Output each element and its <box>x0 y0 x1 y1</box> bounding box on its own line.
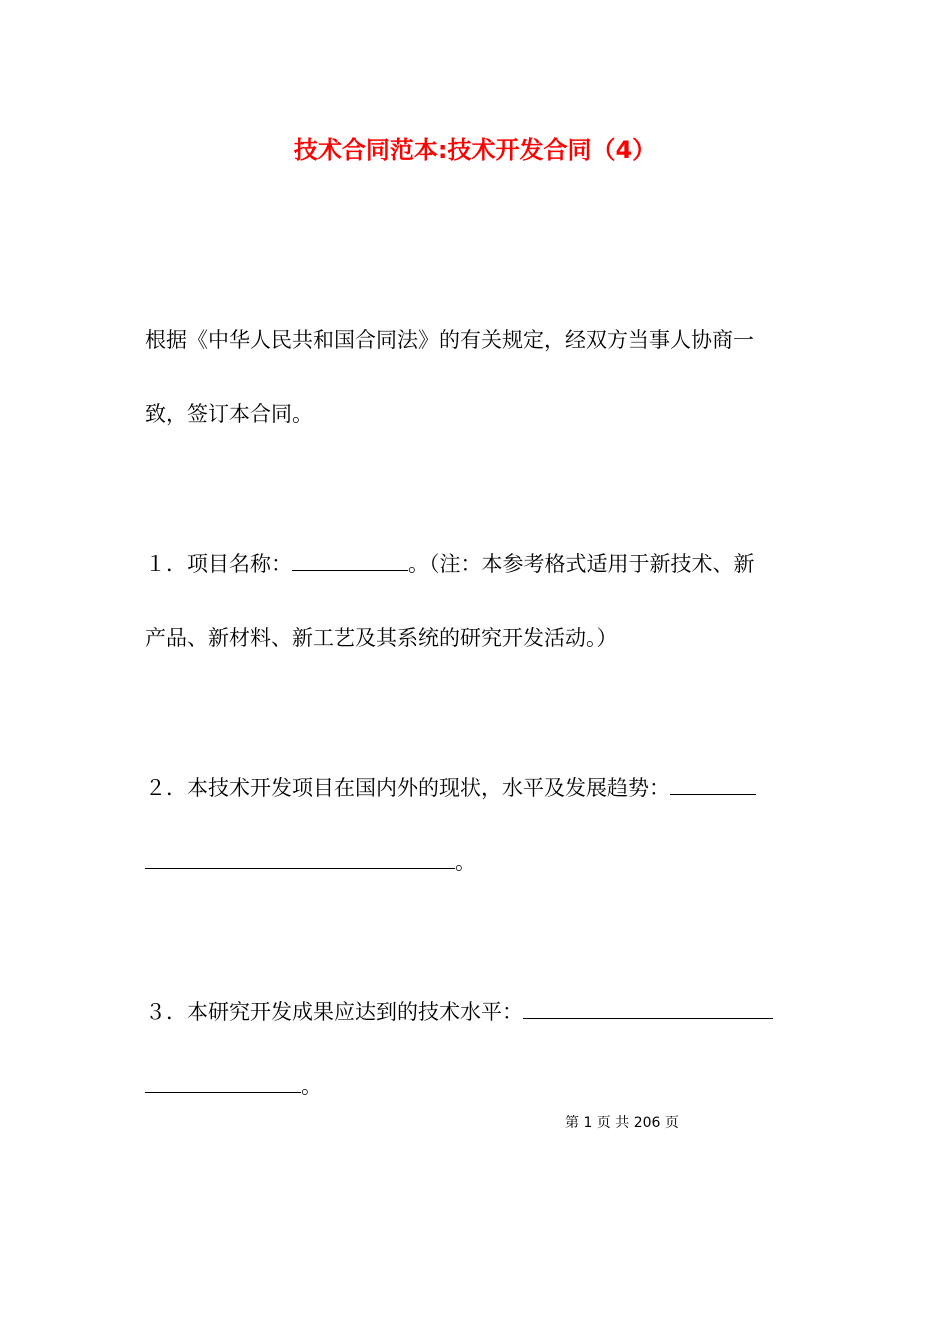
item-3-blank-field-1 <box>523 996 773 1019</box>
page-number-footer: 第 1 页 共 206 页 <box>565 1115 679 1131</box>
item-2-label: ２．本技术开发项目在国内外的现状，水平及发展趋势： <box>145 776 670 800</box>
item-1-label: １．项目名称： <box>145 552 292 576</box>
item-1-line-1 <box>145 546 805 582</box>
item-3-end: 。 <box>301 1074 322 1098</box>
document-title: 技术合同范本:技术开发合同（4） <box>293 136 657 164</box>
item-2-line-1 <box>145 770 805 806</box>
item-2-blank-field-1 <box>670 772 756 795</box>
paragraph-1-line-1: 根据《中华人民共和国合同法》的有关规定，经双方当事人协商一 <box>145 328 754 352</box>
paragraph-1-line-2: 致，签订本合同。 <box>145 402 313 426</box>
item-3-label: ３．本研究开发成果应达到的技术水平： <box>145 1000 523 1024</box>
item-2-line-2 <box>145 844 805 880</box>
item-1-blank-field <box>292 548 408 571</box>
item-3-line-1 <box>145 994 805 1030</box>
item-1-line-2: 产品、新材料、新工艺及其系统的研究开发活动。） <box>145 626 618 650</box>
item-2-blank-field-2 <box>145 846 455 869</box>
item-3-blank-field-2 <box>145 1070 301 1093</box>
item-2-end: 。 <box>455 850 476 874</box>
item-3-line-2 <box>145 1068 805 1104</box>
item-1-note: 。（注：本参考格式适用于新技术、新 <box>408 552 755 576</box>
